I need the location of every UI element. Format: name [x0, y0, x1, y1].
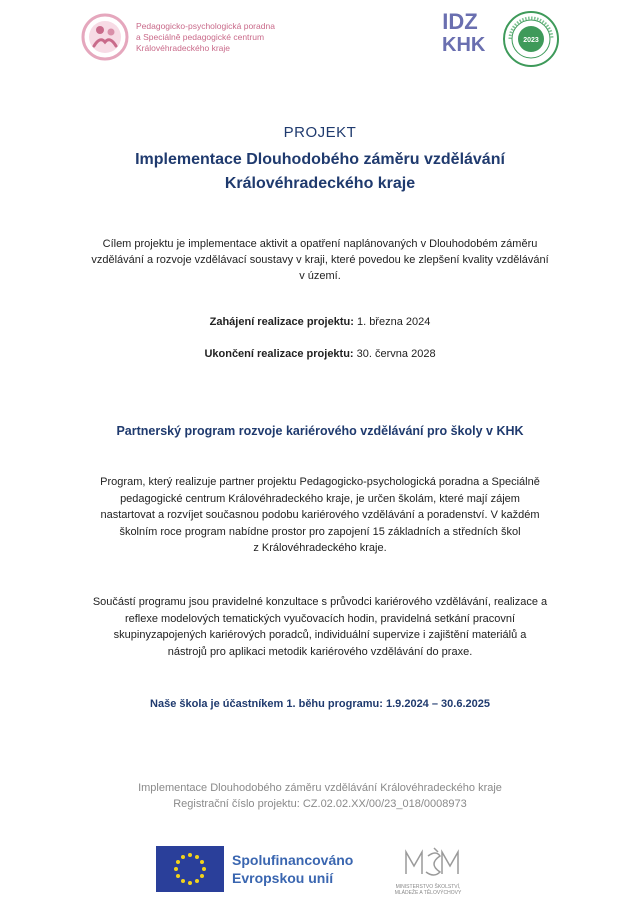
- eu-text-line: Evropskou unií: [232, 870, 334, 886]
- project-intro: [60, 236, 580, 284]
- eu-cofunding-logo: [156, 846, 353, 892]
- para-line: skupinyzapojených kariérových poradců, individuální supervize i zajištění materiálů a: [113, 629, 527, 641]
- para-line: nástrojů pro aplikaci metodik kariérového vzdělávání do praxe.: [167, 645, 473, 658]
- intro-line: Cílem projektu je implementace aktivit a opatření naplánovaných v Dlouhodobém záměru: [102, 238, 538, 250]
- program-title: Partnerský program rozvoje kariérového vzdělávání pro školy v KHK: [116, 424, 524, 438]
- participation-statement: Naše škola je účastníkem 1. běhu programu: 1.9.2024 – 30.6.2025: [150, 698, 490, 710]
- footer-text: [60, 780, 580, 812]
- ppp-logo-icon: [80, 12, 130, 62]
- eu-flag-icon: [156, 846, 224, 892]
- project-title-line: Implementace Dlouhodobého záměru vzdělávání: [135, 151, 505, 168]
- idz-logo-line1: IDZ: [442, 9, 478, 34]
- project-title: [60, 148, 580, 196]
- para-line: z Královéhradeckého kraje.: [253, 542, 387, 554]
- eu-text-line: Spolufinancováno: [232, 852, 354, 868]
- eu-text: [232, 851, 353, 887]
- project-start-date: [60, 316, 580, 328]
- para-line: školním roce program nabídne prostor pro zapojení 15 základních a středních škol: [119, 525, 521, 538]
- award-year: 2023: [523, 37, 539, 44]
- intro-line: v území.: [299, 270, 341, 282]
- ppp-logo: [80, 12, 275, 62]
- para-line: nastartovat a rozvíjet současnou podobu kariérového vzdělávání a poradenství. V každém: [100, 509, 540, 521]
- footer-line: Implementace Dlouhodobého záměru vzdělávání Královéhradeckého kraje: [138, 782, 502, 794]
- para-line: Program, který realizuje partner projektu Pedagogicko-psychologická poradna a Speciálně: [100, 476, 540, 488]
- end-value: 30. června 2028: [353, 348, 436, 360]
- msmt-subtitle: [378, 884, 478, 896]
- footer-line: Registrační číslo projektu: CZ.02.02.XX/00/23_018/0008973: [173, 798, 467, 810]
- ppp-logo-line: Pedagogicko-psychologická poradna: [136, 20, 275, 31]
- project-title-line: Královéhradeckého kraje: [224, 175, 416, 192]
- msmt-sub-line: MINISTERSTVO ŠKOLSTVÍ,: [395, 884, 461, 890]
- intro-line: vzdělávání a rozvoje vzdělávací soustavy v kraji, které povedou ke zlepšení kvality vzdělávání: [91, 254, 549, 266]
- msmt-logo-icon: [378, 844, 478, 884]
- msmt-sub-line: MLÁDEŽE A TĚLOVÝCHOVY: [394, 890, 462, 896]
- header: [0, 8, 640, 68]
- ppp-logo-line: a Speciálně pedagogické centrum: [136, 31, 265, 42]
- program-description: [70, 474, 570, 557]
- national-award-seal-icon: [502, 10, 560, 68]
- start-value: 1. března 2024: [353, 316, 431, 328]
- eu-stars-icon: [156, 846, 224, 892]
- start-label: Zahájení realizace projektu:: [209, 316, 354, 328]
- end-label: Ukončení realizace projektu:: [204, 348, 354, 360]
- idz-logo-line2: KHK: [442, 34, 486, 56]
- ppp-logo-line: Královéhradeckého kraje: [136, 42, 231, 53]
- para-line: pedagogické centrum Královéhradeckého kraje, je určen školám, které mají zájem: [120, 492, 520, 505]
- para-line: Součástí programu jsou pravidelné konzultace s průvodci kariérového vzdělávání, realizace a: [92, 596, 548, 608]
- ppp-logo-text: [136, 21, 275, 54]
- project-end-date: [60, 348, 580, 360]
- project-label: PROJEKT: [283, 124, 357, 141]
- program-components: [60, 594, 580, 660]
- idz-khk-logo: [442, 9, 486, 62]
- para-line: reflexe modelových tematických vyučovacích hodin, pravidelná setkání pracovní: [124, 612, 516, 625]
- msmt-logo: [378, 844, 478, 894]
